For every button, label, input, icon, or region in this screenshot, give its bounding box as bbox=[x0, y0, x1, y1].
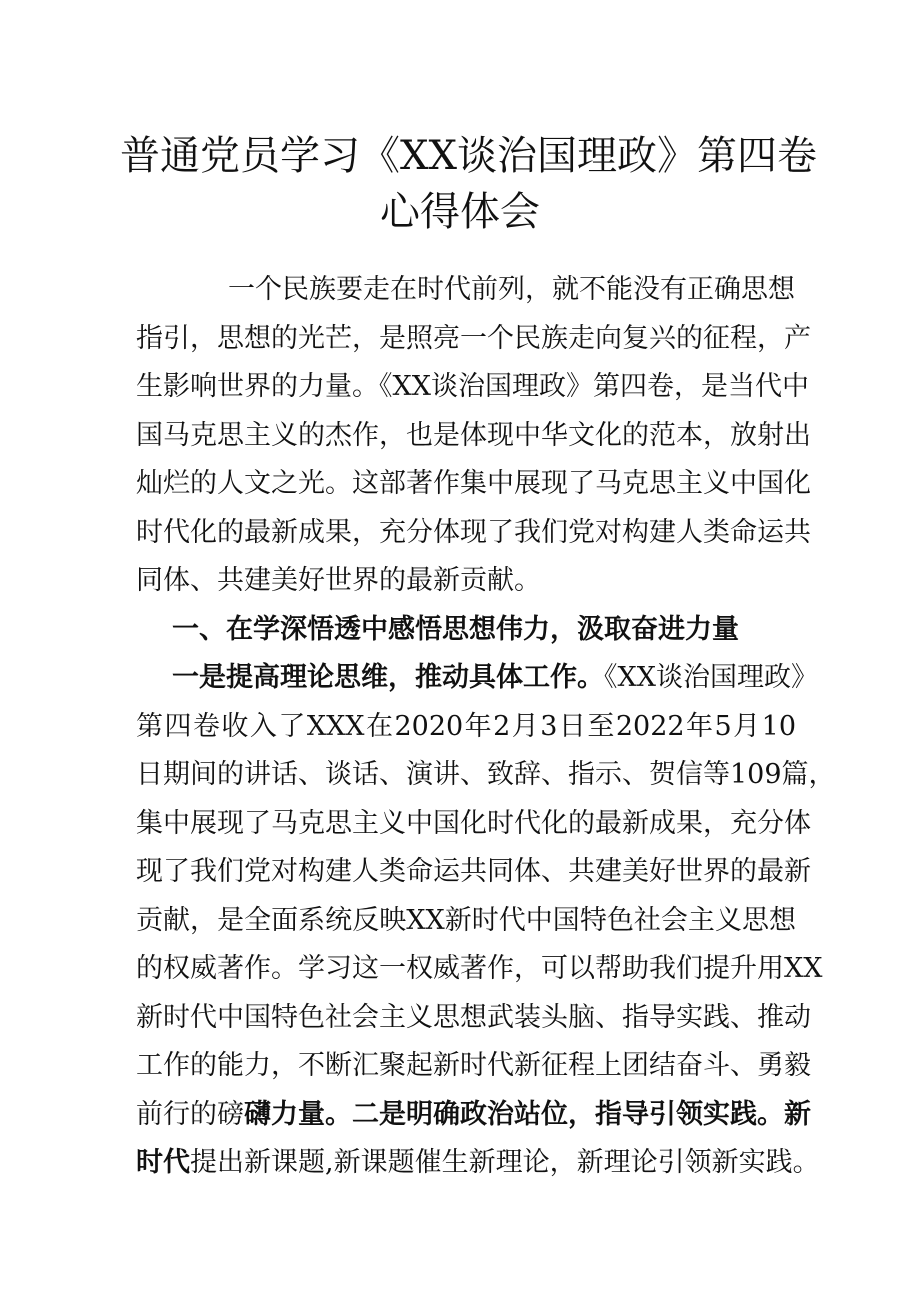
intro-line: 灿烂的人文之光。这部著作集中展现了马克思主义中国化 bbox=[136, 468, 811, 499]
intro-line: 指引，思想的光芒，是照亮一个民族走向复兴的征程，产 bbox=[136, 322, 811, 354]
p3-normal-text: 提出新课题,新课题催生新理论，新理论引领新实践。 bbox=[190, 1147, 820, 1178]
tail-bold-text: 礴力量。二是明确政治站位，指导引领实践。新 bbox=[244, 1098, 811, 1130]
document-title bbox=[120, 128, 817, 240]
body-line-mixed bbox=[136, 1139, 820, 1188]
document-body bbox=[136, 266, 836, 1188]
intro-paragraph bbox=[136, 266, 811, 606]
intro-line: 同体、共建美好世界的最新贡献。 bbox=[136, 565, 541, 596]
lead-bold-text: 一是提高理论思维，推动具体工作。 bbox=[172, 662, 604, 693]
body-line: 工作的能力，不断汇聚起新时代新征程上团结奋斗、勇毅 bbox=[136, 1050, 811, 1081]
title-line-1: 普通党员学习《XX谈治国理政》第四卷 bbox=[120, 133, 817, 179]
title-line-2: 心得体会 bbox=[380, 189, 540, 235]
tail-normal-text: 前行的磅 bbox=[136, 1098, 244, 1130]
intro-line: 国马克思主义的杰作，也是体现中华文化的范本，放射出 bbox=[136, 419, 811, 451]
intro-line: 一个民族要走在时代前列，就不能没有正确思想 bbox=[228, 274, 795, 305]
intro-line: 生影响世界的力量。《XX谈治国理政》第四卷，是当代中 bbox=[136, 371, 809, 402]
body-line: 贡献，是全面系统反映XX新时代中国特色社会主义思想 bbox=[136, 904, 796, 936]
body-line: 新时代中国特色社会主义思想武装头脑、指导实践、推动 bbox=[136, 1001, 811, 1033]
body-line-mixed bbox=[136, 1091, 811, 1140]
body-line: 第四卷收入了XXX在2020年2月3日至2022年5月10 bbox=[136, 710, 796, 742]
body-line: 现了我们党对构建人类命运共同体、共建美好世界的最新 bbox=[136, 856, 811, 887]
body-line: 集中展现了马克思主义中国化时代化的最新成果，充分体 bbox=[136, 807, 811, 839]
section-heading: 一、在学深悟透中感悟思想伟力，汲取奋进力量 bbox=[172, 613, 739, 645]
p3-bold-text: 时代 bbox=[136, 1147, 190, 1178]
paragraph-theory bbox=[136, 654, 836, 1188]
body-line: 的权威著作。学习这一权威著作，可以帮助我们提升用XX bbox=[136, 953, 823, 984]
body-line: 日期间的讲话、谈话、演讲、致辞、指示、贺信等109篇， bbox=[136, 759, 836, 790]
lead-normal-text: 《XX谈治国理政》 bbox=[604, 662, 818, 693]
intro-line: 时代化的最新成果，充分体现了我们党对构建人类命运共 bbox=[136, 516, 811, 548]
paragraph-lead-line bbox=[136, 654, 818, 703]
